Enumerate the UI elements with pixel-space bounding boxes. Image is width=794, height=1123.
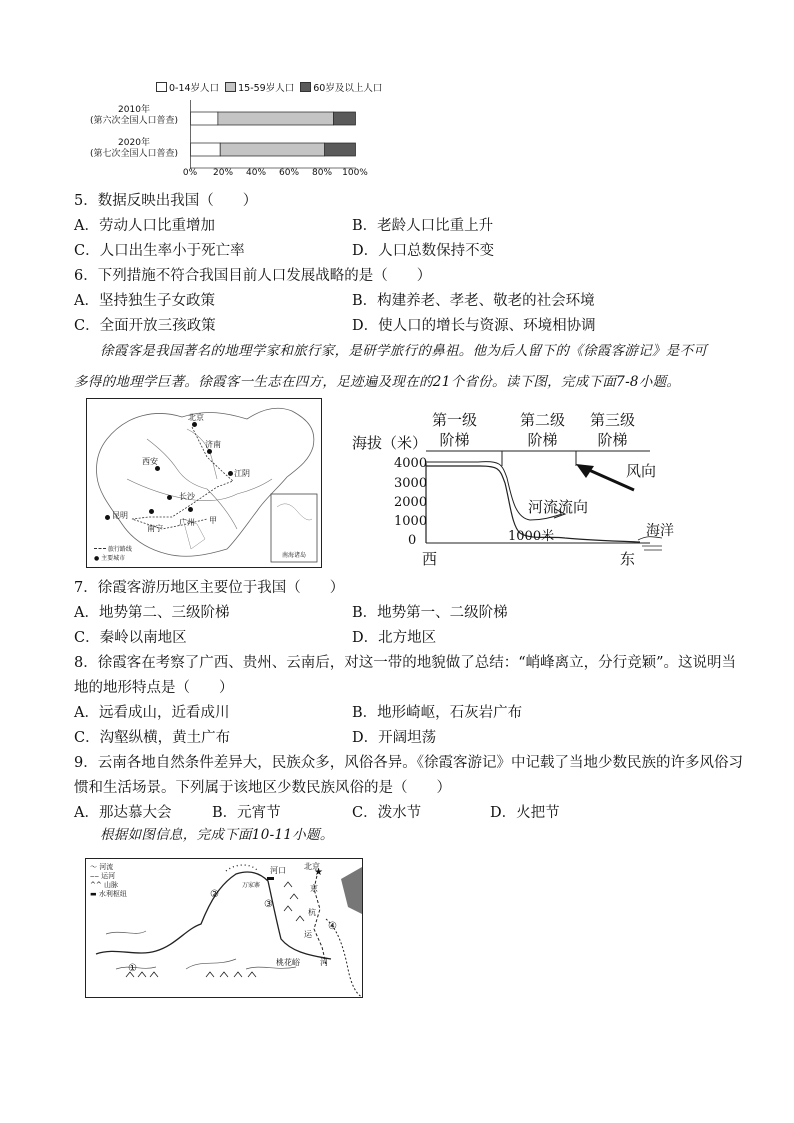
- west-label: 西: [422, 550, 438, 568]
- ocean-label: 海洋: [646, 523, 674, 539]
- q5-option-a[interactable]: A．劳动人口比重增加: [74, 218, 215, 234]
- legend-swatch-old: [300, 82, 311, 92]
- q5-stem: 5．数据反映出我国（ ）: [74, 193, 258, 209]
- legend-route: 旅行路线: [107, 546, 132, 553]
- q9-option-b[interactable]: B．元宵节: [212, 805, 281, 821]
- step-name: 第一级: [432, 411, 478, 429]
- east-label: 东: [620, 550, 636, 568]
- q8-option-c[interactable]: C．沟壑纵横，黄土广布: [74, 730, 231, 746]
- step-word: 阶梯: [597, 431, 628, 449]
- q7-option-a[interactable]: A．地势第二、三级阶梯: [74, 605, 230, 621]
- bar-segment-young: [191, 112, 218, 125]
- y-tick: 3000: [394, 476, 428, 491]
- q8-option-b[interactable]: B．地形崎岖，石灰岩广布: [352, 705, 523, 721]
- q5-option-d[interactable]: D．人口总数保持不变: [352, 243, 495, 259]
- bar-segment-young: [191, 143, 221, 156]
- x-tick-label: 80%: [311, 168, 333, 178]
- q9-option-c[interactable]: C．泼水节: [352, 805, 422, 821]
- city-nanning: 南宁: [147, 524, 163, 533]
- city-dot: [188, 507, 193, 512]
- q9-line1: 9．云南各地自然条件差异大，民族众多，风俗各异。《徐霞客游记》中记载了当地少数民族的许多风俗习: [74, 755, 743, 771]
- legend-young: 0-14岁人口: [169, 83, 220, 94]
- city-jinan: 济南: [205, 440, 221, 449]
- q5-option-c[interactable]: C．人口出生率小于死亡率: [74, 243, 245, 259]
- q6-option-a[interactable]: A．坚持独生子女政策: [74, 293, 215, 309]
- q8-option-a[interactable]: A．远看成山，近看成川: [74, 705, 230, 721]
- population-chart: [80, 72, 383, 182]
- wind-label: 风向: [626, 462, 657, 480]
- marker-3: ③: [264, 899, 273, 910]
- label-yun: 运: [304, 930, 312, 939]
- contour-label: 1000米: [508, 529, 555, 544]
- city-dot: [207, 449, 212, 454]
- bar-segment-old: [325, 143, 356, 156]
- x-ticks: [182, 168, 368, 182]
- q9-option-a[interactable]: A．那达慕大会: [74, 805, 172, 821]
- q7-option-c[interactable]: C．秦岭以南地区: [74, 630, 187, 646]
- y-tick: 2000: [394, 495, 428, 510]
- passage-xu-xiake: [74, 336, 724, 398]
- row-note: (第七次全国人口普查): [89, 149, 179, 159]
- legend-swatch-young: [156, 82, 167, 92]
- y-tick: 0: [408, 533, 417, 548]
- city-dot: [155, 466, 160, 471]
- bar-plot: [190, 100, 360, 170]
- passage-line: 徐霞客是我国著名的地理学家和旅行家，是研学旅行的鼻祖。他为后人留下的《徐霞客游记》是不可: [100, 343, 708, 359]
- bar-segment-old: [334, 112, 356, 125]
- city-dot: [105, 515, 110, 520]
- q6-option-d[interactable]: D．使人口的增长与资源、环境相协调: [352, 318, 596, 334]
- city-xian: 西安: [142, 457, 158, 466]
- city-kunming: 昆明: [112, 511, 128, 520]
- legend-city: 主要城市: [101, 555, 126, 562]
- label-jing: 京: [310, 884, 318, 893]
- legend-canal: 运河: [101, 872, 116, 880]
- marker-1: ①: [128, 963, 137, 974]
- x-tick-label: 20%: [212, 168, 234, 178]
- q6-option-b[interactable]: B．构建养老、孝老、敬老的社会环境: [352, 293, 595, 309]
- city-dot: [192, 422, 197, 427]
- y-tick: 4000: [394, 456, 428, 471]
- chart-legend: [156, 80, 382, 94]
- city-jiangyin: 江阴: [234, 469, 250, 478]
- marker-4: ④: [328, 921, 337, 932]
- label-hekou: 河口: [270, 866, 286, 875]
- q9-line2: 惯和生活场景。下列属于该地区少数民族风俗的是（ ）: [74, 780, 451, 796]
- passage-line: 多得的地理学巨著。徐霞客一生志在四方，足迹遍及现在的21个省份。读下图，完成下面7-8小题。: [74, 374, 681, 390]
- legend-working: 15-59岁人口: [238, 83, 295, 94]
- city-jia: 甲: [209, 516, 217, 525]
- label-he: 河: [320, 958, 328, 967]
- x-tick-label: 100%: [342, 168, 368, 178]
- inset-label: 南海诸岛: [282, 552, 307, 559]
- city-beijing: 北京: [188, 413, 204, 422]
- q7-stem: 7．徐霞客游历地区主要位于我国（ ）: [74, 580, 345, 596]
- city-changsha: 长沙: [179, 492, 195, 501]
- q5-option-b[interactable]: B．老龄人口比重上升: [352, 218, 494, 234]
- row-note: (第六次全国人口普查): [89, 116, 179, 126]
- x-tick-label: 40%: [245, 168, 267, 178]
- river-label: 河流流向: [528, 498, 589, 516]
- bar-segment-working: [218, 112, 334, 125]
- row-year: 2010年: [118, 105, 150, 115]
- step-word: 阶梯: [527, 431, 558, 449]
- city-dot: [149, 509, 154, 514]
- yellow-river-map: [85, 858, 363, 998]
- y-tick: 1000: [394, 514, 428, 529]
- label-taohuayu: 桃花峪: [276, 958, 300, 967]
- beijing-star-icon: ★: [314, 867, 323, 878]
- map1-legend: 旅行路线 ● 主要城市: [94, 546, 132, 562]
- legend-river: 河流: [99, 863, 114, 871]
- q7-option-b[interactable]: B．地势第一、二级阶梯: [352, 605, 508, 621]
- label-hang: 杭: [308, 908, 316, 917]
- x-tick-label: 60%: [278, 168, 300, 178]
- row-label-2020: [80, 138, 188, 160]
- legend-swatch-working: [225, 82, 236, 92]
- step-name: 第三级: [590, 411, 636, 429]
- legend-dam: 水利枢纽: [98, 890, 127, 898]
- q6-option-c[interactable]: C．全面开放三孩政策: [74, 318, 216, 334]
- q8-option-d[interactable]: D．开阔坦荡: [352, 730, 437, 746]
- marker-2: ②: [210, 889, 219, 900]
- label-beijing: 北京: [304, 862, 320, 871]
- bar-segment-working: [220, 143, 324, 156]
- x-tick-label: 0%: [182, 168, 198, 178]
- row-year: 2020年: [118, 138, 150, 148]
- city-dot: [167, 495, 172, 500]
- city-guangzhou: 广州: [179, 518, 195, 527]
- china-outline-map: [87, 399, 321, 567]
- river-map-svg: [86, 859, 362, 997]
- passage-map-instruction: 根据如图信息，完成下面10-11小题。: [100, 827, 334, 843]
- row-label-2010: [80, 105, 188, 127]
- legend-mountain: 山脉: [103, 881, 118, 889]
- q7-option-d[interactable]: D．北方地区: [352, 630, 437, 646]
- q8-line1: 8．徐霞客在考察了广西、贵州、云南后，对这一带的地貌做了总结：“峭峰离立，分行竞颖”。这说明当: [74, 655, 737, 671]
- city-dot: [228, 471, 233, 476]
- legend-old: 60岁及以上人口: [313, 83, 383, 94]
- q8-line2: 地的地形特点是（ ）: [74, 680, 234, 696]
- travel-route-map: [86, 398, 322, 568]
- map2-legend: ～ 河流 ‒‒ 运河 ^^ 山脉 ▬ 水利枢纽: [90, 863, 127, 898]
- q9-option-d[interactable]: D．火把节: [490, 805, 560, 821]
- step-word: 阶梯: [439, 431, 470, 449]
- step-name: 第二级: [520, 411, 566, 429]
- label-wanjiazhai: 万家寨: [242, 882, 261, 889]
- q6-stem: 6．下列措施不符合我国目前人口发展战略的是（ ）: [74, 268, 432, 284]
- terrain-profile: [350, 408, 690, 568]
- y-axis-label: 海拔（米）: [352, 434, 428, 452]
